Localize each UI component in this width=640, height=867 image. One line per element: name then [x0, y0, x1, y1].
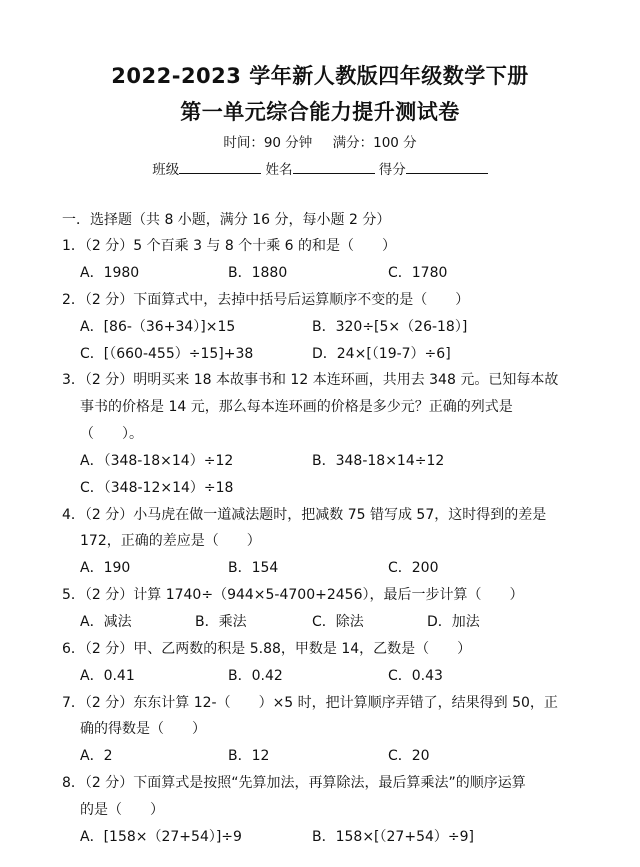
- exam-info: [0, 131, 640, 151]
- q3-stem-line2: 事书的价格是 14 元，那么每本连环画的价格是多少元？正确的列式是: [80, 399, 513, 415]
- q4-stem-line1: 4．（2 分）小马虎在做一道减法题时，把减数 75 错写成 57，这时得到的差是: [62, 507, 547, 523]
- q1-option-c: C．1780: [388, 265, 448, 281]
- class-blank: [179, 160, 261, 174]
- name-label: 姓名: [265, 162, 293, 178]
- q2-option-c: C．[（660-455）÷15]+38: [80, 346, 254, 362]
- paper-title: 2022-2023 学年新人教版四年级数学下册: [111, 64, 529, 88]
- q2-stem: 2．（2 分）下面算式中，去掉中括号后运算顺序不变的是（ ）: [62, 292, 470, 308]
- q4-stem-line2: 172，正确的差应是（ ）: [80, 533, 261, 549]
- q5-option-d: D．加法: [427, 614, 480, 630]
- q1-stem: 1．（2 分）5 个百乘 3 与 8 个十乘 6 的和是（ ）: [62, 238, 397, 254]
- full-score: 满分：100 分: [332, 135, 417, 151]
- q2-option-b: B．320÷[5×（26-18）]: [312, 319, 468, 335]
- paper-subtitle: 第一单元综合能力提升测试卷: [180, 100, 460, 124]
- q3-stem-line1: 3．（2 分）明明买来 18 本故事书和 12 本连环画，共用去 348 元。已知每本故: [62, 372, 559, 388]
- q8-stem-line1: 8．（2 分）下面算式是按照“先算加法，再算除法，最后算乘法”的顺序运算: [62, 775, 526, 791]
- class-label: 班级: [152, 162, 180, 178]
- q7-stem-line2: 确的得数是（ ）: [80, 721, 206, 737]
- q3-option-c: C．（348-12×14）÷18: [80, 480, 234, 496]
- q3-stem-line3: （ ）。: [80, 426, 143, 442]
- q2-option-a: A．[86-（36+34）]×15: [80, 319, 236, 335]
- q1-option-b: B．1880: [228, 265, 288, 281]
- q3-option-b: B．348-18×14÷12: [312, 453, 445, 469]
- q8-stem-line2: 的是（ ）: [80, 802, 164, 818]
- q7-option-a: A．2: [80, 748, 113, 764]
- q2-option-d: D．24×[（19-7）÷6]: [312, 346, 451, 362]
- q8-option-b: B．158×[（27+54）÷9]: [312, 829, 474, 845]
- q1-option-a: A．1980: [80, 265, 140, 281]
- name-blank: [293, 160, 375, 174]
- q5-option-c: C．除法: [312, 614, 364, 630]
- q5-option-a: A．减法: [80, 614, 132, 630]
- q5-stem: 5．（2 分）计算 1740÷（944×5-4700+2456），最后一步计算（ ）: [62, 587, 524, 603]
- score-label: 得分: [378, 162, 406, 178]
- q8-option-a: A．[158×（27+54）]÷9: [80, 829, 242, 845]
- q5-option-b: B．乘法: [195, 614, 247, 630]
- q7-stem-line1: 7．（2 分）东东计算 12-（ ）×5 时，把计算顺序弄错了，结果得到 50，正: [62, 695, 558, 711]
- score-blank: [406, 160, 488, 174]
- q6-option-c: C．0.43: [388, 668, 443, 684]
- time-limit: 时间：90 分钟: [223, 135, 313, 151]
- section-heading: 一．选择题（共 8 小题，满分 16 分，每小题 2 分）: [62, 212, 391, 228]
- student-fields: [0, 158, 640, 178]
- q6-option-a: A．0.41: [80, 668, 135, 684]
- q4-option-c: C．200: [388, 560, 439, 576]
- q4-option-a: A．190: [80, 560, 131, 576]
- q7-option-b: B．12: [228, 748, 270, 764]
- q4-option-b: B．154: [228, 560, 279, 576]
- q6-option-b: B．0.42: [228, 668, 283, 684]
- q7-option-c: C．20: [388, 748, 430, 764]
- q3-option-a: A．（348-18×14）÷12: [80, 453, 234, 469]
- q6-stem: 6．（2 分）甲、乙两数的积是 5.88，甲数是 14，乙数是（ ）: [62, 641, 472, 657]
